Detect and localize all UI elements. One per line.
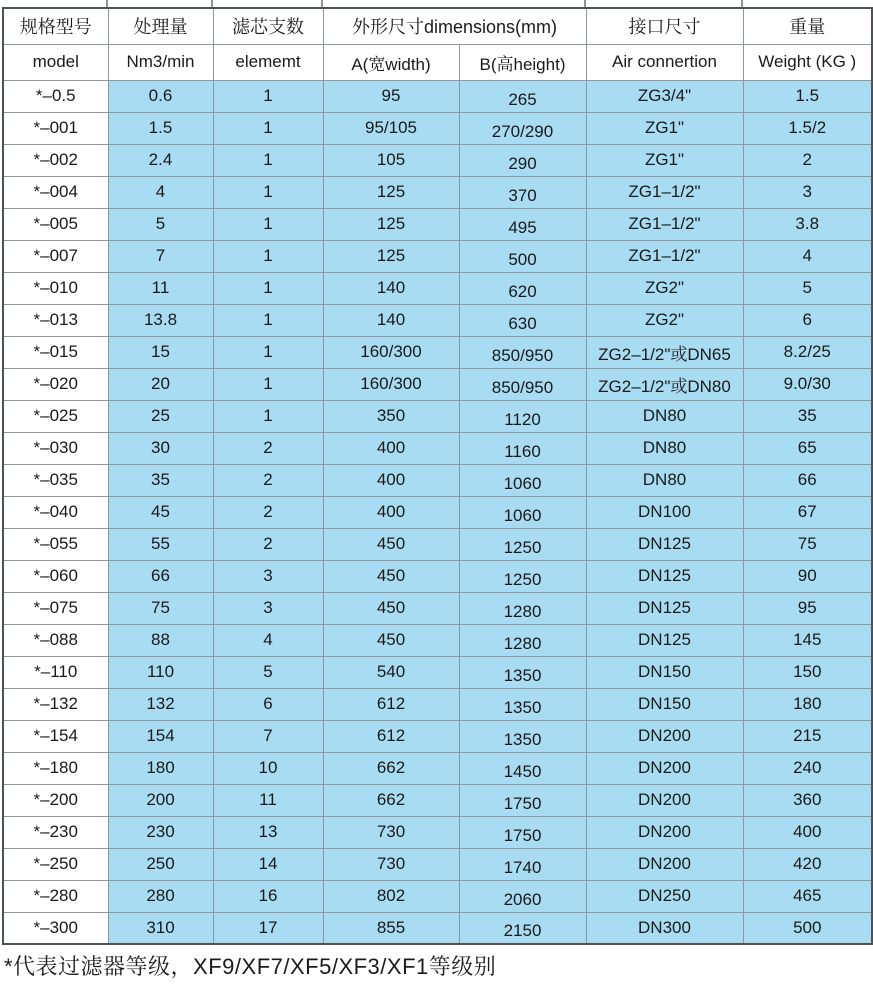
flow-rate-cell: 4: [108, 176, 213, 208]
weight-cell: 90: [743, 560, 872, 592]
width-a-cell: 802: [323, 880, 459, 912]
flow-rate-cell: 13.8: [108, 304, 213, 336]
weight-cell: 6: [743, 304, 872, 336]
element-count-cell: 2: [213, 496, 323, 528]
element-count-cell: 1: [213, 80, 323, 112]
element-count-cell: 14: [213, 848, 323, 880]
table-row: [3, 560, 872, 592]
height-b-cell: 265: [459, 80, 586, 112]
height-b-cell: 1350: [459, 688, 586, 720]
table-row: [3, 880, 872, 912]
width-a-cell: 125: [323, 240, 459, 272]
weight-cell: 500: [743, 912, 872, 944]
flow-rate-cell: 55: [108, 528, 213, 560]
weight-cell: 145: [743, 624, 872, 656]
spec-table: [2, 7, 873, 945]
element-count-cell: 1: [213, 336, 323, 368]
model-cell: *–007: [3, 240, 108, 272]
model-cell: *–025: [3, 400, 108, 432]
element-count-cell: 1: [213, 112, 323, 144]
table-row: [3, 816, 872, 848]
table-row: [3, 432, 872, 464]
header-elements-en: elememt: [213, 44, 323, 80]
table-row: [3, 400, 872, 432]
table-row: [3, 720, 872, 752]
width-a-cell: 95/105: [323, 112, 459, 144]
header-height-b: B(高height): [459, 44, 586, 80]
air-connection-cell: DN125: [586, 528, 743, 560]
table-row: [3, 240, 872, 272]
weight-cell: 420: [743, 848, 872, 880]
table-row: [3, 688, 872, 720]
model-cell: *–002: [3, 144, 108, 176]
height-b-cell: 2060: [459, 880, 586, 912]
flow-rate-cell: 230: [108, 816, 213, 848]
flow-rate-cell: 7: [108, 240, 213, 272]
model-cell: *–200: [3, 784, 108, 816]
air-connection-cell: ZG1": [586, 144, 743, 176]
table-row: [3, 656, 872, 688]
air-connection-cell: DN200: [586, 784, 743, 816]
element-count-cell: 17: [213, 912, 323, 944]
height-b-cell: 1060: [459, 464, 586, 496]
width-a-cell: 400: [323, 432, 459, 464]
width-a-cell: 160/300: [323, 336, 459, 368]
flow-rate-cell: 110: [108, 656, 213, 688]
table-row: [3, 272, 872, 304]
model-cell: *–0.5: [3, 80, 108, 112]
element-count-cell: 10: [213, 752, 323, 784]
weight-cell: 35: [743, 400, 872, 432]
element-count-cell: 6: [213, 688, 323, 720]
width-a-cell: 105: [323, 144, 459, 176]
weight-cell: 3: [743, 176, 872, 208]
height-b-cell: 1280: [459, 624, 586, 656]
element-count-cell: 5: [213, 656, 323, 688]
header-capacity-cn: 处理量: [108, 8, 213, 44]
air-connection-cell: ZG2": [586, 304, 743, 336]
air-connection-cell: DN100: [586, 496, 743, 528]
table-row: [3, 496, 872, 528]
flow-rate-cell: 132: [108, 688, 213, 720]
element-count-cell: 1: [213, 240, 323, 272]
element-count-cell: 13: [213, 816, 323, 848]
air-connection-cell: ZG2": [586, 272, 743, 304]
element-count-cell: 1: [213, 176, 323, 208]
model-cell: *–154: [3, 720, 108, 752]
weight-cell: 1.5: [743, 80, 872, 112]
model-cell: *–132: [3, 688, 108, 720]
element-count-cell: 11: [213, 784, 323, 816]
model-cell: *–088: [3, 624, 108, 656]
air-connection-cell: DN200: [586, 816, 743, 848]
model-cell: *–230: [3, 816, 108, 848]
element-count-cell: 1: [213, 400, 323, 432]
table-row: [3, 80, 872, 112]
width-a-cell: 612: [323, 688, 459, 720]
table-row: [3, 144, 872, 176]
air-connection-cell: DN200: [586, 720, 743, 752]
weight-cell: 8.2/25: [743, 336, 872, 368]
air-connection-cell: DN80: [586, 432, 743, 464]
flow-rate-cell: 30: [108, 432, 213, 464]
weight-cell: 4: [743, 240, 872, 272]
flow-rate-cell: 1.5: [108, 112, 213, 144]
height-b-cell: 620: [459, 272, 586, 304]
width-a-cell: 730: [323, 848, 459, 880]
model-cell: *–015: [3, 336, 108, 368]
element-count-cell: 3: [213, 560, 323, 592]
air-connection-cell: DN125: [586, 592, 743, 624]
height-b-cell: 1060: [459, 496, 586, 528]
width-a-cell: 855: [323, 912, 459, 944]
height-b-cell: 1280: [459, 592, 586, 624]
air-connection-cell: ZG1–1/2": [586, 240, 743, 272]
width-a-cell: 662: [323, 784, 459, 816]
width-a-cell: 450: [323, 528, 459, 560]
height-b-cell: 1750: [459, 816, 586, 848]
weight-cell: 66: [743, 464, 872, 496]
weight-cell: 65: [743, 432, 872, 464]
model-cell: *–280: [3, 880, 108, 912]
element-count-cell: 2: [213, 432, 323, 464]
element-count-cell: 2: [213, 528, 323, 560]
weight-cell: 3.8: [743, 208, 872, 240]
model-cell: *–004: [3, 176, 108, 208]
flow-rate-cell: 5: [108, 208, 213, 240]
weight-cell: 5: [743, 272, 872, 304]
header-row-chinese: [3, 8, 872, 44]
header-width-a: A(宽width): [323, 44, 459, 80]
height-b-cell: 270/290: [459, 112, 586, 144]
width-a-cell: 140: [323, 272, 459, 304]
weight-cell: 180: [743, 688, 872, 720]
flow-rate-cell: 88: [108, 624, 213, 656]
element-count-cell: 3: [213, 592, 323, 624]
width-a-cell: 140: [323, 304, 459, 336]
table-row: [3, 624, 872, 656]
weight-cell: 150: [743, 656, 872, 688]
model-cell: *–040: [3, 496, 108, 528]
model-cell: *–250: [3, 848, 108, 880]
air-connection-cell: DN125: [586, 624, 743, 656]
model-cell: *–110: [3, 656, 108, 688]
table-row: [3, 368, 872, 400]
height-b-cell: 1740: [459, 848, 586, 880]
header-dimensions-cn: 外形尺寸dimensions(mm): [323, 8, 586, 44]
air-connection-cell: DN150: [586, 688, 743, 720]
header-model-en: model: [3, 44, 108, 80]
width-a-cell: 350: [323, 400, 459, 432]
height-b-cell: 1450: [459, 752, 586, 784]
model-cell: *–001: [3, 112, 108, 144]
flow-rate-cell: 280: [108, 880, 213, 912]
height-b-cell: 850/950: [459, 368, 586, 400]
header-capacity-en: Nm3/min: [108, 44, 213, 80]
height-b-cell: 500: [459, 240, 586, 272]
air-connection-cell: DN250: [586, 880, 743, 912]
weight-cell: 215: [743, 720, 872, 752]
weight-cell: 67: [743, 496, 872, 528]
header-elements-cn: 滤芯支数: [213, 8, 323, 44]
footnote: *代表过滤器等级，XF9/XF7/XF5/XF3/XF1等级别: [4, 954, 497, 979]
width-a-cell: 95: [323, 80, 459, 112]
table-row: [3, 752, 872, 784]
element-count-cell: 1: [213, 368, 323, 400]
header-model-cn: 规格型号: [3, 8, 108, 44]
element-count-cell: 1: [213, 144, 323, 176]
header-row-english: [3, 44, 872, 80]
air-connection-cell: DN200: [586, 848, 743, 880]
width-a-cell: 450: [323, 624, 459, 656]
weight-cell: 1.5/2: [743, 112, 872, 144]
height-b-cell: 1750: [459, 784, 586, 816]
model-cell: *–005: [3, 208, 108, 240]
air-connection-cell: ZG1": [586, 112, 743, 144]
model-cell: *–030: [3, 432, 108, 464]
table-row: [3, 784, 872, 816]
height-b-cell: 850/950: [459, 336, 586, 368]
header-weight-cn: 重量: [743, 8, 872, 44]
flow-rate-cell: 20: [108, 368, 213, 400]
flow-rate-cell: 11: [108, 272, 213, 304]
header-connection-cn: 接口尺寸: [586, 8, 743, 44]
element-count-cell: 16: [213, 880, 323, 912]
flow-rate-cell: 200: [108, 784, 213, 816]
weight-cell: 360: [743, 784, 872, 816]
height-b-cell: 1350: [459, 720, 586, 752]
element-count-cell: 1: [213, 304, 323, 336]
table-row: [3, 592, 872, 624]
width-a-cell: 400: [323, 496, 459, 528]
air-connection-cell: ZG2–1/2"或DN80: [586, 368, 743, 400]
height-b-cell: 1350: [459, 656, 586, 688]
height-b-cell: 2150: [459, 912, 586, 944]
weight-cell: 465: [743, 880, 872, 912]
flow-rate-cell: 75: [108, 592, 213, 624]
flow-rate-cell: 310: [108, 912, 213, 944]
flow-rate-cell: 2.4: [108, 144, 213, 176]
height-b-cell: 290: [459, 144, 586, 176]
flow-rate-cell: 25: [108, 400, 213, 432]
element-count-cell: 7: [213, 720, 323, 752]
width-a-cell: 730: [323, 816, 459, 848]
width-a-cell: 400: [323, 464, 459, 496]
width-a-cell: 612: [323, 720, 459, 752]
flow-rate-cell: 15: [108, 336, 213, 368]
spec-table-header: [3, 8, 872, 80]
table-row: [3, 304, 872, 336]
weight-cell: 95: [743, 592, 872, 624]
height-b-cell: 1250: [459, 560, 586, 592]
model-cell: *–075: [3, 592, 108, 624]
flow-rate-cell: 35: [108, 464, 213, 496]
height-b-cell: 630: [459, 304, 586, 336]
element-count-cell: 1: [213, 272, 323, 304]
model-cell: *–035: [3, 464, 108, 496]
flow-rate-cell: 180: [108, 752, 213, 784]
element-count-cell: 2: [213, 464, 323, 496]
table-row: [3, 176, 872, 208]
width-a-cell: 125: [323, 208, 459, 240]
model-cell: *–180: [3, 752, 108, 784]
height-b-cell: 370: [459, 176, 586, 208]
air-connection-cell: ZG2–1/2"或DN65: [586, 336, 743, 368]
weight-cell: 2: [743, 144, 872, 176]
weight-cell: 400: [743, 816, 872, 848]
height-b-cell: 495: [459, 208, 586, 240]
model-cell: *–013: [3, 304, 108, 336]
flow-rate-cell: 0.6: [108, 80, 213, 112]
model-cell: *–010: [3, 272, 108, 304]
table-row: [3, 848, 872, 880]
header-connection-en: Air connertion: [586, 44, 743, 80]
element-count-cell: 4: [213, 624, 323, 656]
height-b-cell: 1160: [459, 432, 586, 464]
header-weight-en: Weight (KG ): [743, 44, 872, 80]
flow-rate-cell: 66: [108, 560, 213, 592]
height-b-cell: 1120: [459, 400, 586, 432]
model-cell: *–055: [3, 528, 108, 560]
table-row: [3, 528, 872, 560]
flow-rate-cell: 154: [108, 720, 213, 752]
model-cell: *–020: [3, 368, 108, 400]
table-row: [3, 112, 872, 144]
element-count-cell: 1: [213, 208, 323, 240]
air-connection-cell: DN125: [586, 560, 743, 592]
width-a-cell: 160/300: [323, 368, 459, 400]
air-connection-cell: ZG1–1/2": [586, 208, 743, 240]
width-a-cell: 450: [323, 592, 459, 624]
model-cell: *–300: [3, 912, 108, 944]
weight-cell: 9.0/30: [743, 368, 872, 400]
weight-cell: 240: [743, 752, 872, 784]
spec-table-body: [3, 80, 872, 944]
air-connection-cell: ZG3/4": [586, 80, 743, 112]
flow-rate-cell: 45: [108, 496, 213, 528]
width-a-cell: 125: [323, 176, 459, 208]
table-row: [3, 336, 872, 368]
air-connection-cell: DN80: [586, 464, 743, 496]
table-row: [3, 208, 872, 240]
air-connection-cell: DN200: [586, 752, 743, 784]
flow-rate-cell: 250: [108, 848, 213, 880]
air-connection-cell: DN80: [586, 400, 743, 432]
air-connection-cell: DN300: [586, 912, 743, 944]
table-row: [3, 912, 872, 944]
height-b-cell: 1250: [459, 528, 586, 560]
weight-cell: 75: [743, 528, 872, 560]
air-connection-cell: DN150: [586, 656, 743, 688]
width-a-cell: 662: [323, 752, 459, 784]
table-row: [3, 464, 872, 496]
air-connection-cell: ZG1–1/2": [586, 176, 743, 208]
width-a-cell: 450: [323, 560, 459, 592]
model-cell: *–060: [3, 560, 108, 592]
width-a-cell: 540: [323, 656, 459, 688]
